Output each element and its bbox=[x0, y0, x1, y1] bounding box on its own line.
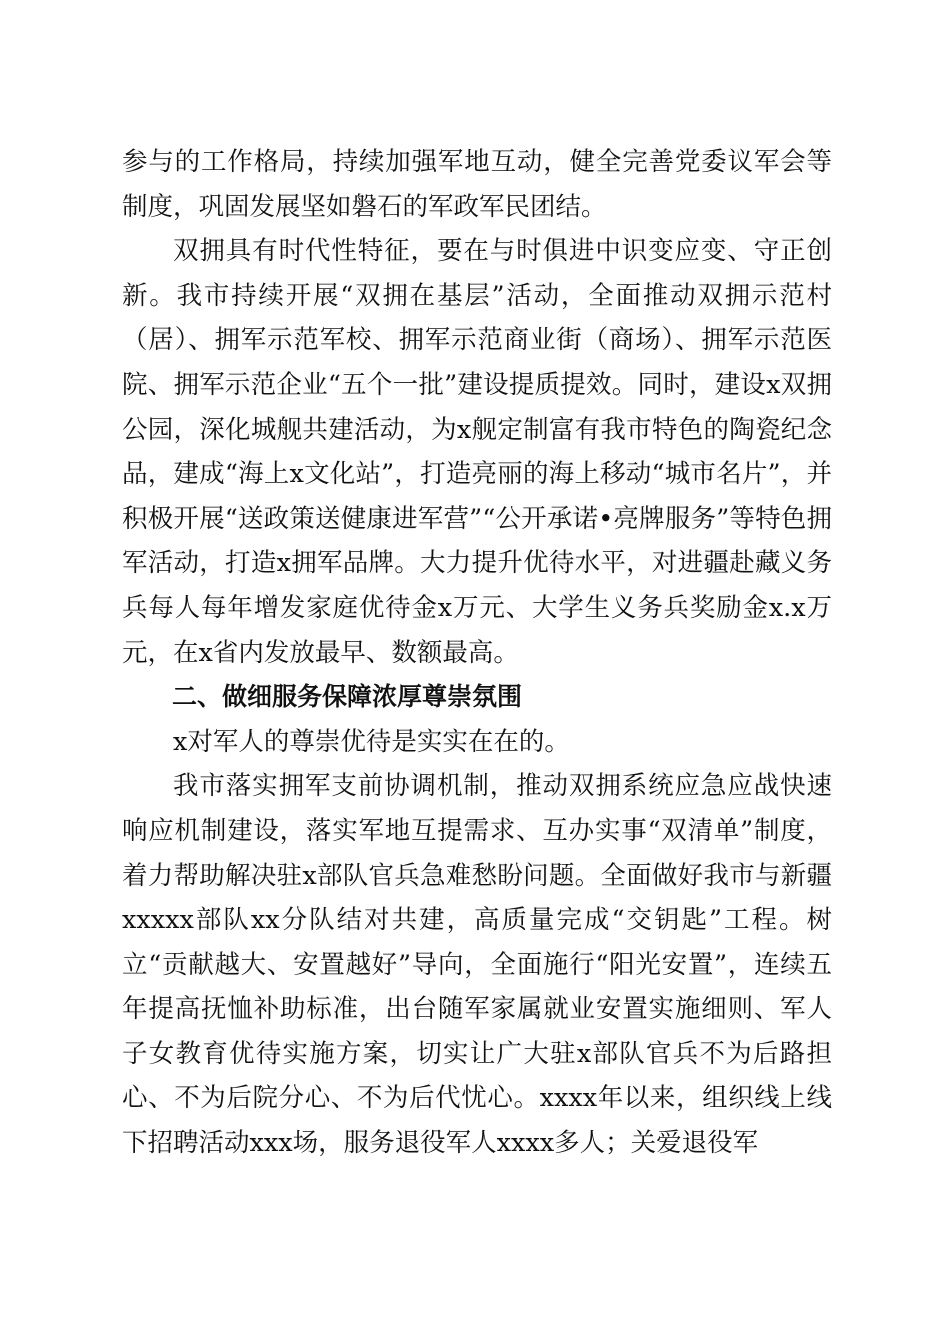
paragraph-continuation: 参与的工作格局，持续加强军地互动，健全完善党委议军会等制度，巩固发展坚如磐石的军政军民团结。 bbox=[122, 147, 832, 222]
paragraph-support-mechanism: 我市落实拥军支前协调机制，推动双拥系统应急应战快速响应机制建设，落实军地互提需求、互办实事“双清单”制度，着力帮助解决驻x部队官兵急难愁盼问题。全面做好我市与新疆xxxxx部队xx分队结对共建，高质量完成“交钥匙”工程。树立“贡献越大、安置越好”导向，全面施行“阳光安置”，连续五年提高抚恤补助标准，出台随军家属就业安置实施细则、军人子女教育优待实施方案，切实让广大驻x部队官兵不为后路担心、不为后院分心、不为后代忧心。xxxx年以来，组织线上线下招聘活动xxx场，服务退役军人xxxx多人；关爱退役军 bbox=[122, 771, 832, 1159]
section-heading-2: 二、做细服务保障浓厚尊崇氛围 bbox=[172, 682, 523, 712]
document-body bbox=[122, 140, 832, 1166]
paragraph-respect-intro: x对军人的尊崇优待是实实在在的。 bbox=[173, 726, 570, 757]
paragraph-shuangyong-era: 双拥具有时代性特征，要在与时俱进中识变应变、守正创新。我市持续开展“双拥在基层”活动，全面推动双拥示范村（居）、拥军示范军校、拥军示范商业街（商场）、拥军示范医院、拥军示范企业“五个一批”建设提质提效。同时，建设x双拥公园，深化城舰共建活动，为x舰定制富有我市特色的陶瓷纪念品，建成“海上x文化站”，打造亮丽的海上移动“城市名片”，并积极开展“送政策送健康进军营”“公开承诺•亮牌服务”等特色拥军活动，打造x拥军品牌。大力提升优待水平，对进疆赴藏义务兵每人每年增发家庭优待金x万元、大学生义务兵奖励金x.x万元，在x省内发放最早、数额最高。 bbox=[122, 236, 832, 668]
